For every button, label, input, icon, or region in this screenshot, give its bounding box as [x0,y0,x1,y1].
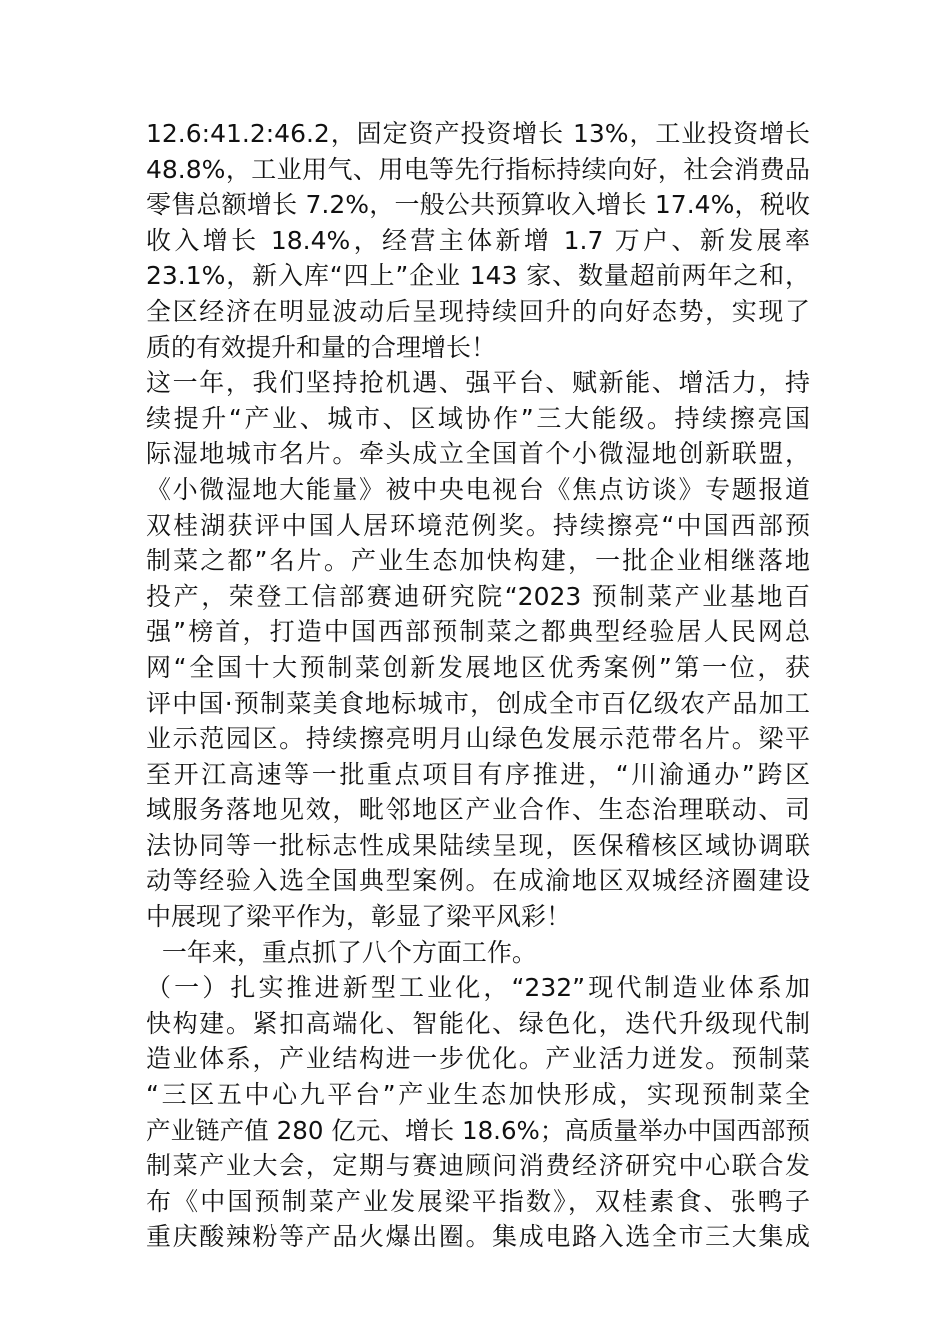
text-line: 制菜之都”名片。产业生态加快构建，一批企业相继落地 [146,546,810,576]
text-line: 23.1%，新入库“四上”企业 143 家、数量超前两年之和， [146,261,810,291]
text-line: 制菜产业大会，定期与赛迪顾问消费经济研究中心联合发 [146,1151,810,1181]
text-line: 中展现了梁平作为，彰显了梁平风彩！ [146,902,572,932]
text-line: 这一年，我们坚持抢机遇、强平台、赋新能、增活力，持 [146,368,810,398]
text-line: 法协同等一批标志性成果陆续呈现，医保稽核区域协调联 [146,830,810,860]
text-line: 12.6:41.2:46.2，固定资产投资增长 13%，工业投资增长 [146,119,810,148]
text-line: 动等经验入选全国典型案例。在成渝地区双城经济圈建设 [146,866,810,896]
text-line: 全区经济在明显波动后呈现持续回升的向好态势，实现了 [146,296,810,326]
text-line: 续提升“产业、城市、区域协作”三大能级。持续擦亮国 [146,403,810,433]
text-line: 一年来，重点抓了八个方面工作。 [146,937,537,967]
text-line: 评中国·预制菜美食地标城市，创成全市百亿级农产品加工 [146,688,810,718]
text-line: 质的有效提升和量的合理增长！ [146,332,497,362]
text-line: 业示范园区。持续擦亮明月山绿色发展示范带名片。梁平 [146,724,810,754]
text-line: 《小微湿地大能量》被中央电视台《焦点访谈》专题报道 [146,474,810,504]
text-line: 域服务落地见效，毗邻地区产业合作、生态治理联动、司 [146,795,810,825]
text-line: （一）扎实推进新型工业化，“232”现代制造业体系加 [146,973,810,1003]
text-line: 收入增长 18.4%，经营主体新增 1.7 万户、新发展率 [146,225,810,255]
text-line: 产业链产值 280 亿元、增长 18.6%；高质量举办中国西部预 [146,1115,810,1145]
text-line: 双桂湖获评中国人居环境范例奖。持续擦亮“中国西部预 [146,510,810,540]
text-line: 快构建。紧扣高端化、智能化、绿色化，迭代升级现代制 [146,1008,810,1038]
text-line: 造业体系，产业结构进一步优化。产业活力迸发。预制菜 [146,1044,810,1074]
text-line: 际湿地城市名片。牵头成立全国首个小微湿地创新联盟， [146,439,810,469]
text-line: 至开江高速等一批重点项目有序推进，“川渝通办”跨区 [146,759,810,789]
text-line: 网“全国十大预制菜创新发展地区优秀案例”第一位，获 [146,652,810,682]
text-line: “三区五中心九平台”产业生态加快形成，实现预制菜全 [146,1080,810,1110]
text-line: 投产，荣登工信部赛迪研究院“2023 预制菜产业基地百 [146,581,810,611]
text-line: 重庆酸辣粉等产品火爆出圈。集成电路入选全市三大集成 [146,1222,810,1252]
text-line: 48.8%，工业用气、用电等先行指标持续向好，社会消费品 [146,154,810,184]
body-text [146,116,810,1255]
text-line: 零售总额增长 7.2%，一般公共预算收入增长 17.4%，税收 [146,190,810,220]
text-line: 强”榜首，打造中国西部预制菜之都典型经验居人民网总 [146,617,810,647]
text-line: 布《中国预制菜产业发展梁平指数》，双桂素食、张鸭子 [146,1186,810,1216]
